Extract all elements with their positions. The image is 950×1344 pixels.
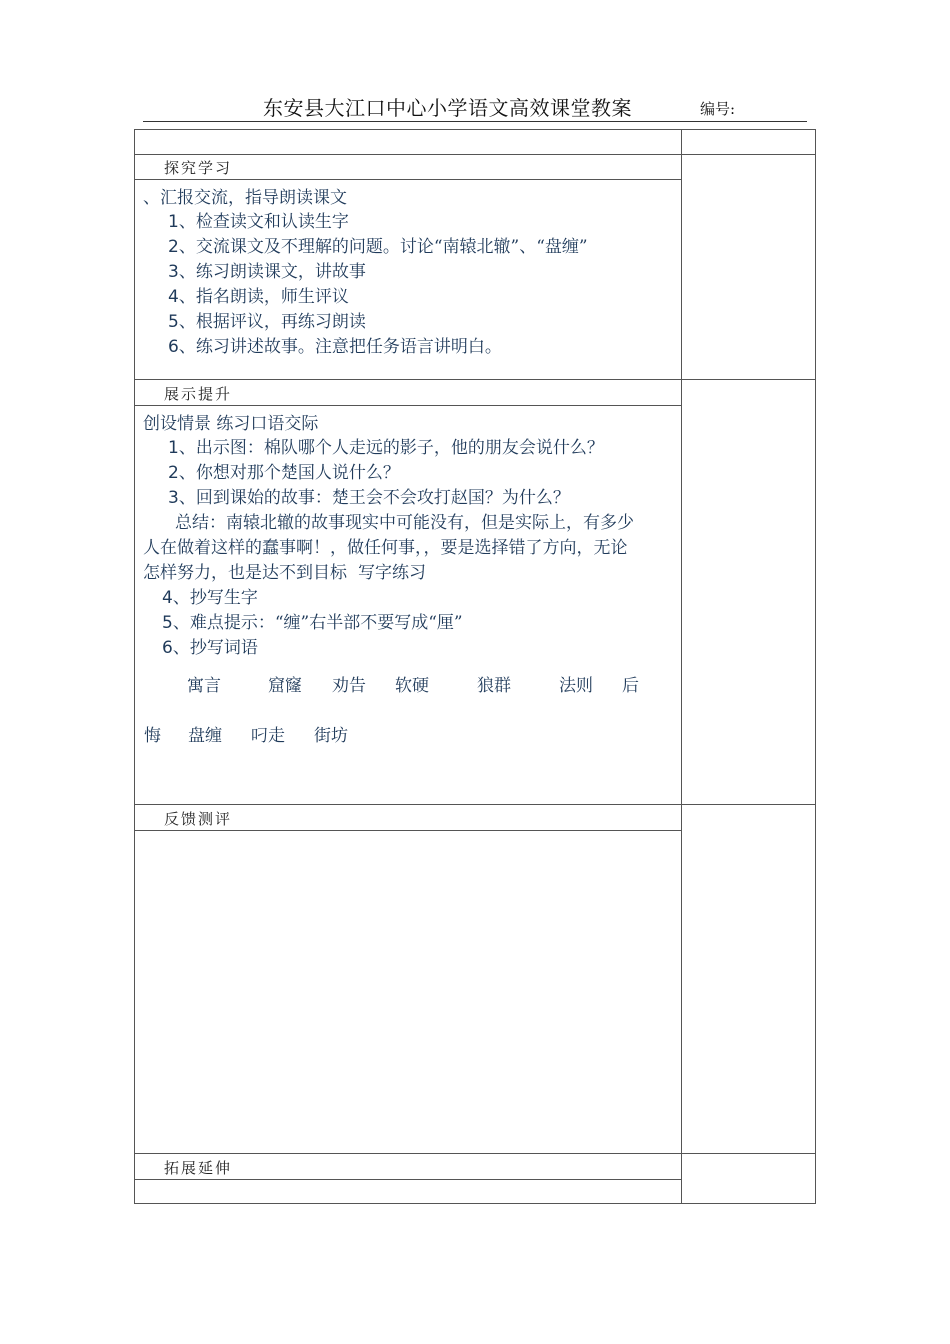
number-label: 编号: <box>700 100 736 118</box>
row-divider <box>134 1153 816 1154</box>
table-border-top <box>134 129 816 130</box>
vocab-word: 劝告 <box>332 676 366 696</box>
vocab-word: 盘缠 <box>188 726 222 746</box>
vocab-word: 寓言 <box>187 676 221 696</box>
show-item: 2、你想对那个楚国人说什么？ <box>168 463 400 483</box>
summary-line: 人在做着这样的蠢事啊！，做任何事，，要是选择错了方向，无论 <box>143 538 628 558</box>
inquiry-item: 3、练习朗读课文，讲故事 <box>168 262 366 282</box>
label-divider <box>134 179 681 180</box>
table-column-divider <box>681 129 682 1204</box>
overlap-text: 写字练习 <box>358 563 426 583</box>
label-divider <box>134 1179 681 1180</box>
vocab-word: 窟窿 <box>268 676 302 696</box>
table-border-left <box>134 129 135 1204</box>
label-divider <box>134 830 681 831</box>
section-label-extend: 拓展延伸 <box>164 1159 233 1177</box>
row-divider <box>134 154 816 155</box>
vocab-word: 叼走 <box>251 726 285 746</box>
vocab-word: 法则 <box>559 676 593 696</box>
show-item: 3、回到课始的故事：楚王会不会攻打赵国？为什么？ <box>168 488 570 508</box>
inquiry-item: 4、指名朗读，师生评议 <box>168 287 349 307</box>
show-item: 5、难点提示：“缠”右半部不要写成“厘” <box>162 613 463 633</box>
section-label-inquiry: 探究学习 <box>164 159 233 177</box>
row-divider <box>134 804 816 805</box>
show-item: 1、出示图：棉队哪个人走远的影子，他的朋友会说什么？ <box>168 438 604 458</box>
table-border-bottom <box>134 1203 816 1204</box>
summary-line: 总结：南辕北辙的故事现实中可能没有，但是实际上，有多少 <box>175 513 634 533</box>
summary-line: 怎样努力，也是达不到目标 <box>143 563 347 583</box>
document-title: 东安县大江口中心小学语文高效课堂教案 <box>263 96 632 120</box>
show-item: 6、抄写词语 <box>162 638 258 658</box>
vocab-word: 狼群 <box>477 676 511 696</box>
inquiry-heading: 、汇报交流，指导朗读课文 <box>143 188 347 208</box>
show-heading: 创设情景 练习口语交际 <box>143 414 319 434</box>
inquiry-item: 5、根据评议，再练习朗读 <box>168 312 366 332</box>
section-label-feedback: 反馈测评 <box>164 810 233 828</box>
vocab-word: 软硬 <box>395 676 429 696</box>
header-rule <box>143 121 807 122</box>
row-divider <box>134 379 816 380</box>
section-label-show: 展示提升 <box>164 385 233 403</box>
show-item: 4、抄写生字 <box>162 588 258 608</box>
vocab-word: 悔 <box>144 726 161 746</box>
table-border-right <box>815 129 816 1204</box>
vocab-word: 街坊 <box>314 726 348 746</box>
vocab-word: 后 <box>622 676 639 696</box>
inquiry-item: 2、交流课文及不理解的问题。讨论“南辕北辙”、“盘缠” <box>168 237 588 257</box>
label-divider <box>134 405 681 406</box>
inquiry-item: 6、练习讲述故事。注意把任务语言讲明白。 <box>168 337 502 357</box>
inquiry-item: 1、检查读文和认读生字 <box>168 212 349 232</box>
